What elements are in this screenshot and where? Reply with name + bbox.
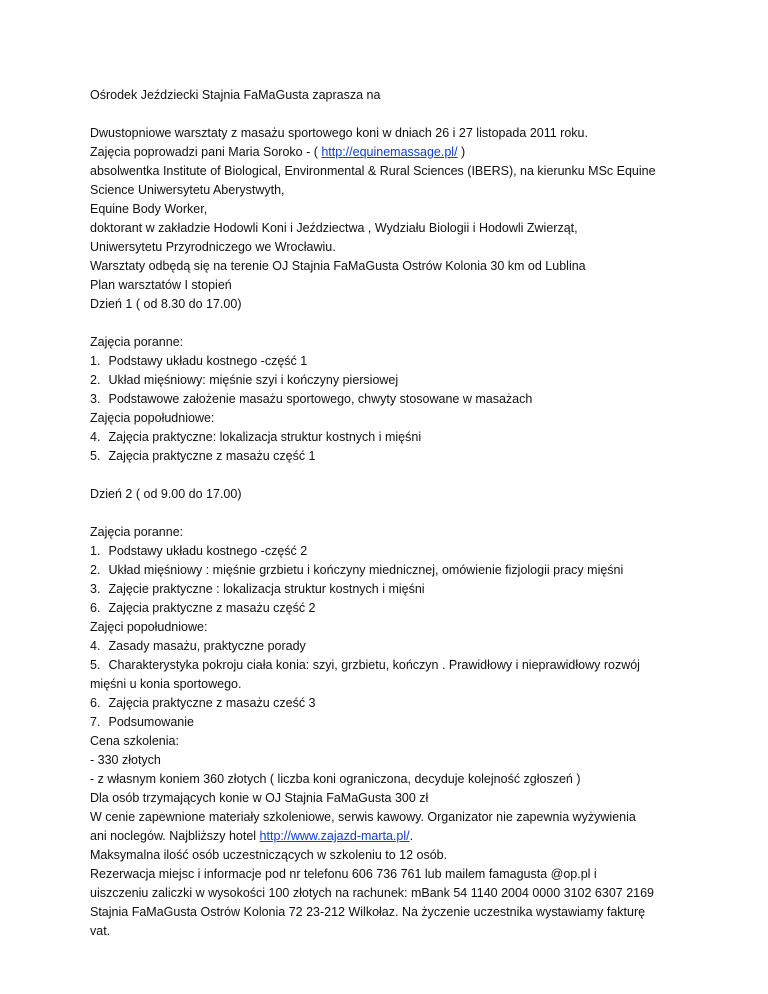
list-item: 3. Zajęcie praktyczne : lokalizacja struktur kostnych i mięśni: [90, 582, 425, 596]
closing-line: uiszczeniu zaliczki w wysokości 100 złotych na rachunek: mBank 54 1140 2004 0000 3102 6307 2169: [90, 886, 655, 900]
closing-line: Rezerwacja miejsc i informacje pod nr telefonu 606 736 761 lub mailem famagusta @op.pl i: [90, 867, 597, 881]
plan-title: Plan warsztatów I stopień: [90, 278, 232, 292]
equinemassage-link[interactable]: http://equinemassage.pl/: [321, 145, 458, 159]
day1-afternoon-title: Zajęcia popołudniowe:: [90, 411, 215, 425]
hotel-link[interactable]: http://www.zajazd-marta.pl/: [259, 829, 410, 843]
hotel-line: ani noclegów. Najbliższy hotel http://www.zajazd-marta.pl/.: [90, 829, 414, 843]
day2-morning-title: Zajęcia poranne:: [90, 525, 184, 539]
venue-line: Warsztaty odbędą się na terenie OJ Stajnia FaMaGusta Ostrów Kolonia 30 km od Lublina: [90, 259, 586, 273]
instructor-line: [90, 143, 728, 162]
price-line: Dla osób trzymających konie w OJ Stajnia FaMaGusta 300 zł: [90, 791, 429, 805]
price-line: - 330 złotych: [90, 753, 161, 767]
instructor-suffix: ): [457, 145, 466, 159]
closing-line: vat.: [90, 924, 111, 938]
day2-afternoon-title: Zajęci popołudniowe:: [90, 620, 208, 634]
bio-line: Equine Body Worker,: [90, 202, 208, 216]
price-line: W cenie zapewnione materiały szkoleniowe, serwis kawowy. Organizator nie zapewnia wyżywienia: [90, 810, 636, 824]
price-title: Cena szkolenia:: [90, 734, 179, 748]
bio-line: Science Uniwersytetu Aberystwyth,: [90, 183, 285, 197]
intro-line: Ośrodek Jeździecki Stajnia FaMaGusta zaprasza na: [90, 88, 381, 102]
list-item: 5. Zajęcia praktyczne z masażu część 1: [90, 449, 316, 463]
day1-morning-title: Zajęcia poranne:: [90, 335, 184, 349]
day2-title: Dzień 2 ( od 9.00 do 17.00): [90, 487, 242, 501]
bio-line: doktorant w zakładzie Hodowli Koni i Jeździectwa , Wydziału Biologii i Hodowli Zwierząt,: [90, 221, 578, 235]
list-item: 1. Podstawy układu kostnego -część 1: [90, 354, 308, 368]
list-item: 6. Zajęcia praktyczne z masażu część 2: [90, 601, 316, 615]
list-item: 5. Charakterystyka pokroju ciała konia: szyi, grzbietu, kończyn . Prawidłowy i nieprawidłowy rozwój: [90, 658, 640, 672]
instructor-prefix: Zajęcia poprowadzi pani Maria Soroko - (: [90, 145, 322, 159]
headline: Dwustopniowe warsztaty z masażu sportowego koni w dniach 26 i 27 listopada 2011 roku.: [90, 126, 588, 140]
list-item: 3. Podstawowe założenie masażu sportowego, chwyty stosowane w masażach: [90, 392, 533, 406]
list-item: 1. Podstawy układu kostnego -część 2: [90, 544, 308, 558]
list-item: 2. Układ mięśniowy : mięśnie grzbietu i kończyny miednicznej, omówienie fizjologii pracy mięśni: [90, 563, 624, 577]
day1-title: Dzień 1 ( od 8.30 do 17.00): [90, 297, 242, 311]
price-line: - z własnym koniem 360 złotych ( liczba koni ograniczona, decyduje kolejność zgłoszeń ): [90, 772, 581, 786]
list-item: 6. Zajęcia praktyczne z masażu cześć 3: [90, 696, 316, 710]
list-item: 4. Zasady masażu, praktyczne porady: [90, 639, 306, 653]
bio-line: Uniwersytetu Przyrodniczego we Wrocławiu.: [90, 240, 336, 254]
list-item: 2. Układ mięśniowy: mięśnie szyi i kończyny piersiowej: [90, 373, 399, 387]
list-item: 4. Zajęcia praktyczne: lokalizacja struktur kostnych i mięśni: [90, 430, 422, 444]
list-item-continuation: mięśni u konia sportowego.: [90, 677, 242, 691]
closing-line: Maksymalna ilość osób uczestniczących w szkoleniu to 12 osób.: [90, 848, 448, 862]
list-item: 7. Podsumowanie: [90, 715, 194, 729]
closing-line: Stajnia FaMaGusta Ostrów Kolonia 72 23-212 Wilkołaz. Na życzenie uczestnika wystawiamy fakturę: [90, 905, 646, 919]
bio-line: absolwentka Institute of Biological, Environmental & Rural Sciences (IBERS), na kierunku MSc Equine: [90, 164, 656, 178]
